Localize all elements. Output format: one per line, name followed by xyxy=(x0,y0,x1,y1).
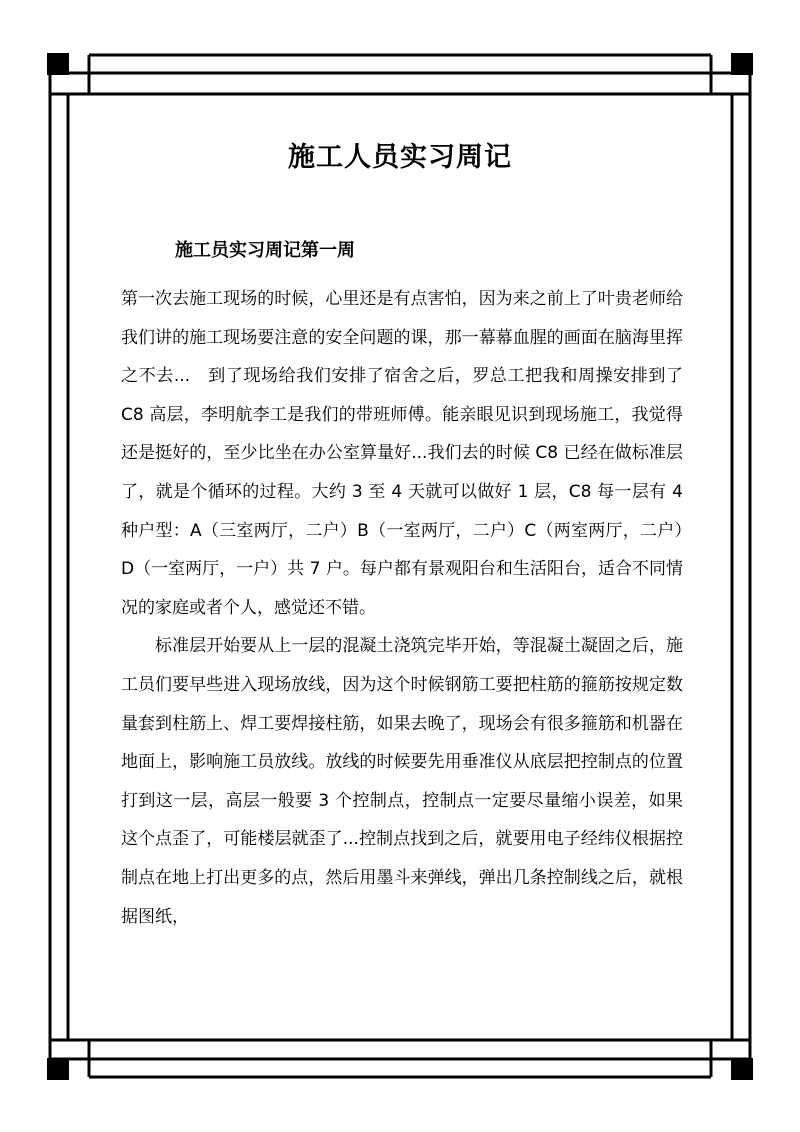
corner-square-bottom-left xyxy=(47,1058,69,1080)
corner-square-top-left xyxy=(47,53,69,75)
corner-square-top-right xyxy=(731,53,753,75)
paragraph-2: 标准层开始要从上一层的混凝土浇筑完毕开始，等混凝土凝固之后，施工员们要早些进入现场放线，因为这个时候钢筋工要把柱筋的箍筋按规定数量套到柱筋上、焊工要焊接柱筋，如果去晚了，现场会有很多箍筋和机器在地面上，影响施工员放线。放线的时候要先用垂准仪从底层把控制点的位置打到这一层，高层一般要 3 个控制点，控制点一定要尽量缩小误差，如果这个点歪了，可能楼层就歪了...控制点找到之后，就要用电子经纬仪根据控制点在地上打出更多的点，然后用墨斗来弹线，弹出几条控制线之后，就根据图纸， xyxy=(121,636,683,927)
corner-square-bottom-right xyxy=(731,1058,753,1080)
section-heading: 施工员实习周记第一周 xyxy=(175,240,355,261)
page-title: 施工人员实习周记 xyxy=(288,142,512,173)
body-text xyxy=(121,280,683,936)
paragraph-1: 第一次去施工现场的时候，心里还是有点害怕，因为来之前上了叶贵老师给我们讲的施工现场要注意的安全问题的课，那一幕幕血腥的画面在脑海里挥之不去... 到了现场给我们安排了宿舍之后，罗总工把我和周操安排到了 C8 高层，李明航李工是我们的带班师傅。能亲眼见识到现场施工，我觉得还是挺好的，至少比坐在办公室算量好...我们去的时候 C8 已经在做标准层了，就是个循环的过程。大约 3 至 4 天就可以做好 1 层，C8 每一层有 4 种户型：A（三室两厅，二户）B（一室两厅，二户）C（两室两厅，二户）D（一室两厅，一户）共 7 户。每户都有景观阳台和生活阳台，适合不同情况的家庭或者个人，感觉还不错。 xyxy=(121,289,683,618)
